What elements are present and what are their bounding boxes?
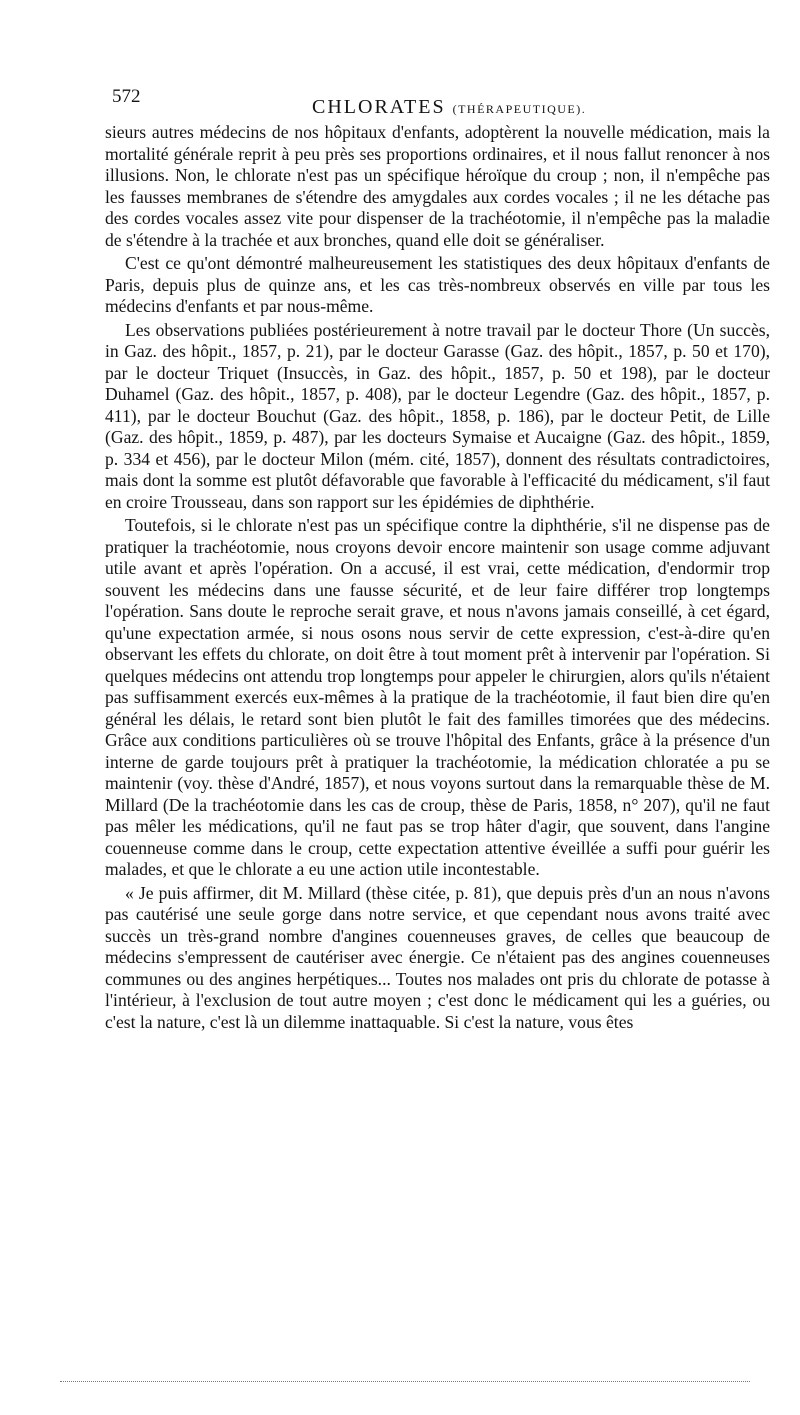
page-header	[112, 86, 754, 126]
paragraph: C'est ce qu'ont démontré malheureusement les statistiques des deux hôpitaux d'enfants de Paris, depuis plus de quinze ans, et les cas très-nombreux observés en ville par tous les médecins d'enfants et par nous-même.	[105, 253, 770, 316]
running-title-subtitle: (THÉRAPEUTIQUE).	[452, 102, 587, 116]
paragraph: Les observations publiées postérieurement à notre travail par le docteur Thore (Un succès, in Gaz. des hôpit., 1857, p. 21), par le docteur Garasse (Gaz. des hôpit., 1857, p. 50 et 170), par le docteur Triquet (Insuccès, in Gaz. des hôpit., 1857, p. 50 et 198), par le docteur Duhamel (Gaz. des hôpit., 1857, p. 408), par le docteur Legendre (Gaz. des hôpit., 1857, p. 411), par le docteur Bouchut (Gaz. des hôpit., 1858, p. 186), par le docteur Petit, de Lille (Gaz. des hôpit., 1859, p. 487), par les docteurs Symaise et Aucaigne (Gaz. des hôpit., 1859, p. 334 et 456), par le docteur Milon (mém. cité, 1857), donnent des résultats contradictoires, mais dont la somme est plutôt défavorable que favorable à l'efficacité du médicament, s'il faut en croire Trousseau, dans son rapport sur les épidémies de diphthérie.	[105, 319, 770, 512]
page-body	[105, 122, 770, 1033]
footer-rule	[60, 1381, 750, 1382]
running-title-main: CHLORATES	[312, 96, 446, 118]
paragraph: Toutefois, si le chlorate n'est pas un spécifique contre la diphthérie, s'il ne dispense pas de pratiquer la trachéotomie, nous croyons devoir encore maintenir son usage comme adjuvant utile avant et après l'opération. On a accusé, il est vrai, cette médication, d'endormir trop souvent les médecins dans une fausse sécurité, et de leur faire différer trop longtemps l'opération. Sans doute le reproche serait grave, et nous n'avons jamais conseillé, à cet égard, qu'une expectation armée, si nous osons nous servir de cette expression, c'est-à-dire qu'en observant les effets du chlorate, on doit être à tout moment prêt à intervenir par l'opération. Si quelques médecins ont attendu trop longtemps pour appeler le chirurgien, alors qu'ils n'étaient pas suffisamment exercés eux-mêmes à la pratique de la trachéotomie, il faut bien dire qu'en général les délais, le retard sont bien plutôt le fait des familles timorées que des médecins. Grâce aux conditions particulières où se trouve l'hôpital des Enfants, grâce à la présence d'un interne de garde toujours prêt à pratiquer la trachéotomie, la médication chloratée a pu se maintenir (voy. thèse d'André, 1857), et nous voyons surtout dans la remarquable thèse de M. Millard (De la trachéotomie dans les cas de croup, thèse de Paris, 1858, n° 207), qu'il ne faut pas mêler les médications, qu'il ne faut pas se trop hâter d'agir, que souvent, dans l'angine couenneuse comme dans le croup, cette expectation attentive éveillée a suffi pour guérir les malades, et que le chlorate a eu une action utile incontestable.	[105, 515, 770, 879]
paragraph: sieurs autres médecins de nos hôpitaux d'enfants, adoptèrent la nouvelle médication, mais la mortalité générale reprit à peu près ses proportions ordinaires, et il nous fallut renoncer à nos illusions. Non, le chlorate n'est pas un spécifique héroïque du croup ; non, il n'empêche pas les fausses membranes de s'étendre des amygdales aux cordes vocales ; il ne les détache pas des cordes vocales assez vite pour dispenser de la trachéotomie, il n'empêche pas la maladie de s'étendre à la trachée et aux bronches, quand elle doit se généraliser.	[105, 122, 770, 250]
paragraph: « Je puis affirmer, dit M. Millard (thèse citée, p. 81), que depuis près d'un an nous n'avons pas cautérisé une seule gorge dans notre service, et que cependant nous avons traité avec succès un très-grand nombre d'angines couenneuses graves, de celles que beaucoup de médecins s'empressent de cautériser avec énergie. Ce n'étaient pas des angines couenneuses communes ou des angines herpétiques... Toutes nos malades ont pris du chlorate de potasse à l'intérieur, à l'exclusion de tout autre moyen ; c'est donc le médicament qui les a guéries, ou c'est la nature, c'est là un dilemme inattaquable. Si c'est la nature, vous êtes	[105, 882, 770, 1032]
running-title	[312, 96, 586, 119]
page-number: 572	[112, 86, 141, 107]
